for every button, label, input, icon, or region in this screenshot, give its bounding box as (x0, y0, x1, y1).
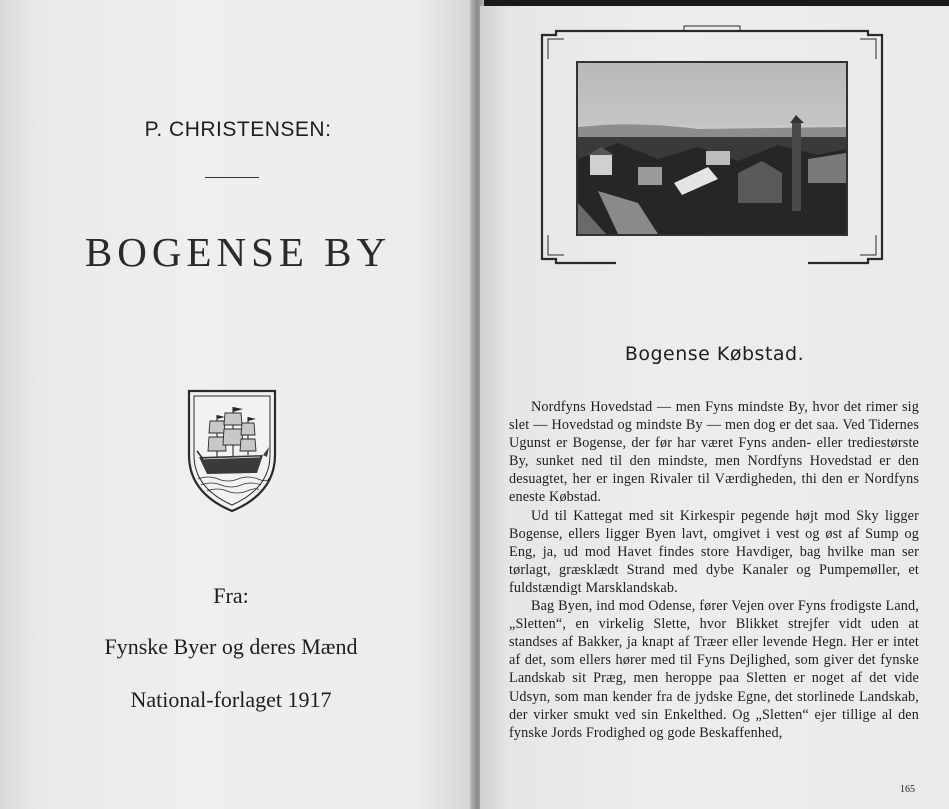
series-title: Fynske Byer og deres Mænd (104, 634, 358, 659)
coat-of-arms-ship-icon (183, 385, 281, 513)
title-divider (205, 177, 259, 178)
publisher-line: National-forlaget 1917 (130, 687, 332, 712)
page-number: 165 (900, 784, 915, 795)
town-photograph (576, 61, 848, 236)
body-text (509, 398, 919, 742)
author-name: P. CHRISTENSEN: (144, 118, 332, 141)
source-label: Fra: (213, 583, 249, 608)
chapter-heading: Bogense Købstad. (624, 343, 805, 365)
right-page (480, 6, 949, 809)
paragraph: Bag Byen, ind mod Odense, fører Vejen over Fyns frodigste Land, „Sletten“, en virkelig Slette, hvor Blikket strejfer vidt uden at standses af Bakker, ja knapt af Træer eller levende Hegn. Her er intet af det, som ellers hører med til Fyns Dejlighed, som giver det fynske Landskab sit Præg, men heroppe paa Sletten er noget af det vide Udsyn, som man kender fra de jydske Egne, det storlinede Landskab, der virker smukt ved sin Enkelthed. Og „Sletten“ ejer tillige al den fynske Jords Frodighed og gode Beskaffenhed, (509, 598, 919, 741)
book-title: BOGENSE BY (84, 229, 392, 275)
paragraph: Ud til Kattegat med sit Kirkespir pegende højt mod Sky ligger Bogense, ellers ligger Byen lavt, omgivet i vest og øst af Sump og Eng, ja, ud mod Havet findes store Havdiger, bag hvilke man ser tørlagt, græsklædt Strand med dybe Kanaler og Pumpemøller, et fuldstændigt Marsklandskab. (509, 507, 919, 596)
paragraph: Nordfyns Hovedstad — men Fyns mindste By, hvor det rimer sig slet — Hovedstad og mindste By — men dog er det saa. Ved Tidernes Ugunst er Bogense, der før har været Fyns anden- eller trediestørste By, sunket ned til den mindste, men Nordfyns Hovedstad er den desuagtet, her er ingen Rivaler til Værdigheden, thi den er Nordfyns eneste Købstad. (509, 399, 919, 506)
